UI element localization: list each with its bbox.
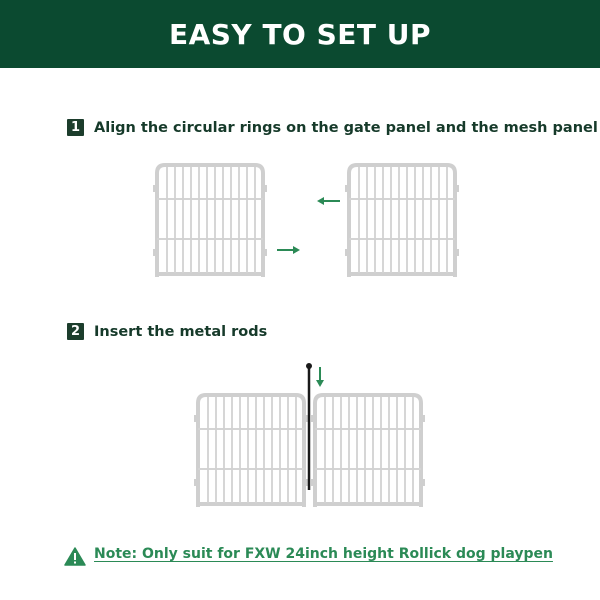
step-2-text: Insert the metal rods (94, 323, 268, 340)
joined-panel-left (194, 395, 308, 507)
arrow-right-icon (277, 246, 300, 254)
mesh-panel-right (345, 165, 459, 277)
note-text: Note: Only suit for FXW 24inch height Rollick dog playpen (94, 546, 553, 562)
joined-panel-right (311, 395, 425, 507)
gate-panel-left (153, 165, 267, 277)
step-number-badge: 1 (67, 119, 84, 136)
metal-rod-icon (306, 363, 312, 490)
step-number-badge: 2 (67, 323, 84, 340)
step-1-text: Align the circular rings on the gate panel and the mesh panel (94, 119, 598, 136)
arrow-left-icon (317, 197, 340, 205)
page-title: EASY TO SET UP (168, 17, 432, 51)
arrow-down-icon (316, 367, 324, 387)
note (66, 546, 553, 562)
